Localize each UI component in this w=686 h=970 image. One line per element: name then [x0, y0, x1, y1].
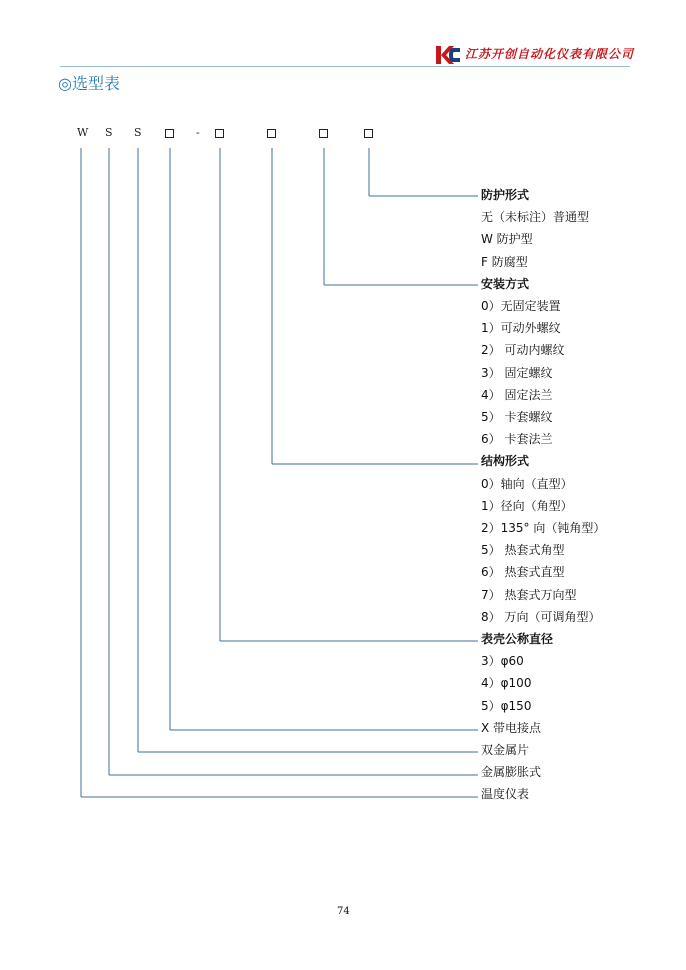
- option-item: 5） 卡套螺纹: [481, 410, 553, 424]
- option-item: F 防腐型: [481, 254, 528, 269]
- option-item: 1）可动外螺纹: [481, 321, 561, 336]
- option-item: 5）φ150: [481, 698, 532, 713]
- code-char-s1: S: [105, 126, 113, 139]
- option-item: 5） 热套式角型: [481, 543, 565, 558]
- option-heading: 防护形式: [481, 188, 530, 202]
- option-item: 金属膨胀式: [481, 765, 542, 780]
- option-item: 7） 热套式万向型: [481, 587, 577, 602]
- code-char-w: W: [77, 126, 89, 139]
- option-item: 2） 可动内螺纹: [481, 343, 565, 358]
- option-heading: 表壳公称直径: [481, 632, 554, 646]
- company-name: 江苏开创自动化仪表有限公司: [465, 47, 635, 61]
- option-item: 1）径向（角型）: [481, 498, 573, 513]
- option-item: W 防护型: [481, 232, 533, 247]
- option-item: 0）轴向（直型）: [481, 476, 573, 491]
- option-item: 无（未标注）普通型: [481, 210, 590, 225]
- code-char-s2: S: [134, 126, 142, 139]
- option-item: 6） 热套式直型: [481, 565, 565, 580]
- option-item: 3）φ60: [481, 654, 524, 669]
- option-item: 0）无固定装置: [481, 299, 561, 313]
- section-title: ◎选型表: [58, 74, 120, 93]
- option-heading: 结构形式: [481, 454, 530, 469]
- code-dash: -: [196, 126, 200, 139]
- option-item: 8） 万向（可调角型）: [481, 609, 601, 624]
- option-item: 6） 卡套法兰: [481, 432, 553, 447]
- option-item: 4）φ100: [481, 676, 532, 691]
- option-item: X 带电接点: [481, 720, 542, 735]
- option-item: 4） 固定法兰: [481, 387, 553, 402]
- page-number: 74: [337, 906, 350, 917]
- option-item: 双金属片: [481, 743, 530, 757]
- option-item: 温度仪表: [481, 787, 530, 802]
- option-item: 3） 固定螺纹: [481, 365, 553, 380]
- option-heading: 安装方式: [481, 276, 530, 291]
- option-item: 2）135° 向（钝角型）: [481, 521, 606, 535]
